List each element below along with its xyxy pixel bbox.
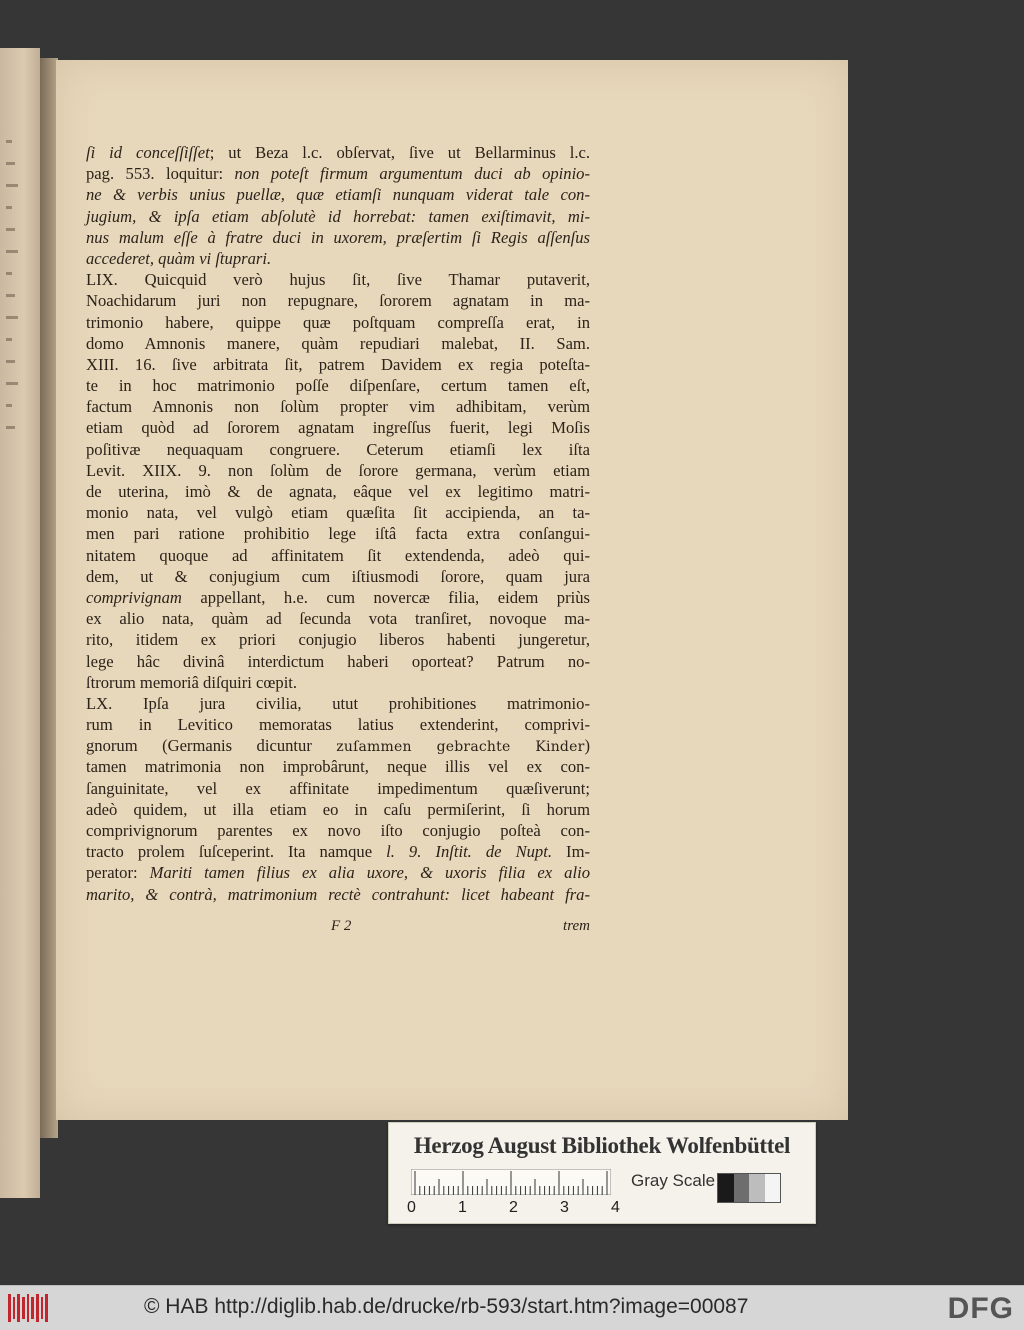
text-line bbox=[86, 756, 590, 777]
text-line bbox=[86, 735, 590, 756]
text-line bbox=[86, 502, 590, 523]
italic-run: ſi id conceſſiſſet bbox=[86, 143, 210, 162]
text-line bbox=[86, 545, 590, 566]
hab-logo-bar bbox=[27, 1294, 30, 1322]
text-line bbox=[86, 290, 590, 311]
gray-swatch-cell bbox=[765, 1174, 781, 1202]
text-line bbox=[86, 354, 590, 375]
text-run: ; ut Beza l.c. obſervat, ſive ut Bellarminus l.c. bbox=[209, 143, 590, 162]
hab-logo-bar bbox=[41, 1297, 44, 1319]
text-run: tamen matrimonia non improbârunt, neque illis vel ex con- bbox=[86, 757, 590, 777]
text-line bbox=[86, 714, 590, 735]
text-run: domo Amnonis manere, quàm repudiari malebat, II. Sam. bbox=[86, 333, 590, 353]
book-page bbox=[56, 60, 848, 1120]
text-run: factum Amnonis non ſolùm propter vim adhibitam, verùm bbox=[86, 397, 590, 417]
ruler-numbers bbox=[407, 1199, 627, 1219]
text-line bbox=[86, 523, 590, 544]
italic-run: nus malum eſſe à fratre duci in uxorem, præſertim ſi Regis aſſenſus bbox=[86, 227, 590, 247]
text-line bbox=[86, 841, 590, 862]
text-line bbox=[86, 778, 590, 799]
text-line bbox=[86, 206, 590, 227]
text-run: nitatem quoque ad affinitatem ſit extendenda, adeò qui- bbox=[86, 545, 590, 565]
edge-print-mark bbox=[6, 338, 12, 341]
text-run: LX. Ipſa jura civilia, utut prohibitiones matrimonio- bbox=[86, 693, 590, 713]
text-run: monio nata, vel vulgò etiam quæſita ſit accipienda, an ta- bbox=[86, 503, 590, 523]
ruler-scale bbox=[411, 1169, 611, 1195]
card-title: Herzog August Bibliothek Wolfenbüttel bbox=[413, 1133, 791, 1158]
italic-run: comprivignam bbox=[86, 587, 182, 607]
text-line bbox=[86, 799, 590, 820]
text-line bbox=[86, 269, 590, 290]
text-line bbox=[86, 566, 590, 587]
hab-logo-icon bbox=[8, 1294, 48, 1322]
signature-mark: F 2 bbox=[331, 918, 352, 934]
text-line bbox=[86, 672, 590, 693]
text-run: Levit. XIIX. 9. non ſolùm de ſorore germana, verùm etiam bbox=[86, 460, 590, 480]
text-run: comprivignorum parentes ex novo iſto conjugio poſteà con- bbox=[86, 821, 590, 840]
edge-print-mark bbox=[6, 316, 18, 319]
text-run: trimonio habere, quippe quæ poſtquam compreſſa erat, in bbox=[86, 312, 590, 332]
text-line bbox=[86, 227, 590, 248]
text-run: Im- bbox=[552, 842, 591, 862]
hab-logo-bar bbox=[17, 1294, 20, 1322]
hab-logo-bar bbox=[31, 1297, 34, 1319]
grayscale-label: Gray Scale bbox=[631, 1171, 716, 1190]
gray-swatch-cell bbox=[749, 1174, 765, 1202]
edge-print-mark bbox=[6, 426, 15, 429]
text-run: dem, ut & conjugium cum iſtiusmodi ſorore, quam jura bbox=[86, 566, 590, 586]
edge-print-mark bbox=[6, 162, 15, 165]
italic-run: jugium, & ipſa etiam abſolutè id horrebat: tamen exiſtimavit, mi- bbox=[86, 206, 590, 226]
text-run: ſanguinitate, vel ex affinitate impedimentum quæſiverunt; bbox=[86, 778, 590, 798]
text-line bbox=[86, 481, 590, 502]
page-footer-row bbox=[86, 918, 590, 940]
blackletter-run: zuſammen gebrachte Kinder bbox=[336, 739, 585, 756]
text-line bbox=[86, 142, 590, 163]
text-line bbox=[86, 312, 590, 333]
text-line bbox=[86, 248, 590, 269]
text-run: LIX. Quicquid verò hujus ſit, ſive Thamar putaverit, bbox=[86, 270, 590, 290]
text-run: ſtrorum memoriâ diſquiri cœpit. bbox=[86, 672, 298, 692]
text-run: XIII. 16. ſive arbitrata ſit, patrem Davidem ex regia poteſta- bbox=[86, 354, 590, 374]
ruler-number: 4 bbox=[611, 1199, 620, 1216]
ruler-number: 2 bbox=[509, 1199, 518, 1216]
text-line bbox=[86, 333, 590, 354]
edge-print-mark bbox=[6, 294, 15, 297]
text-line bbox=[86, 608, 590, 629]
italic-run: ne & verbis unius puellæ, quæ etiamſi nunquam viderat tale con- bbox=[86, 185, 590, 205]
grayscale-swatch bbox=[717, 1173, 781, 1203]
text-run: Noachidarum juri non repugnare, ſororem agnatam in ma- bbox=[86, 291, 590, 311]
ruler-number: 1 bbox=[458, 1199, 467, 1216]
text-line bbox=[86, 375, 590, 396]
hab-logo-bar bbox=[13, 1297, 16, 1319]
italic-run: Mariti tamen filius ex alia uxore, & uxoris filia ex alio bbox=[149, 863, 590, 883]
text-run: ex alio nata, quàm ad ſecunda vota tranſiret, novoque ma- bbox=[86, 609, 590, 629]
dfg-logo: DFG bbox=[947, 1292, 1014, 1325]
edge-print-mark bbox=[6, 228, 15, 231]
italic-run: marito, & contrà, matrimonium rectè contrahunt: licet habeant fra- bbox=[86, 884, 590, 904]
text-run: de uterina, imò & de agnata, eâque vel ex legitimo matri- bbox=[86, 482, 590, 501]
edge-print-mark bbox=[6, 250, 18, 253]
text-line bbox=[86, 184, 590, 205]
text-run: te in hoc matrimonio poſſe diſpenſare, certum tamen eſt, bbox=[86, 376, 590, 396]
text-line bbox=[86, 460, 590, 481]
catchword: trem bbox=[563, 918, 590, 934]
text-line bbox=[86, 629, 590, 650]
text-run: perator: bbox=[86, 863, 150, 883]
edge-print-mark bbox=[6, 272, 12, 275]
edge-print-mark bbox=[6, 360, 15, 363]
left-page-edge bbox=[0, 48, 40, 1198]
hab-logo-bar bbox=[45, 1294, 48, 1322]
edge-print-mark bbox=[6, 184, 18, 187]
edge-print-mark bbox=[6, 206, 12, 209]
text-line bbox=[86, 396, 590, 417]
text-run: tracto prolem ſuſceperint. Ita namque bbox=[86, 842, 387, 862]
gray-swatch-cell bbox=[734, 1174, 750, 1202]
edge-print-mark bbox=[6, 382, 18, 385]
page-text-block bbox=[86, 142, 590, 905]
text-run: rum in Levitico memoratas latius extenderint, comprivi- bbox=[86, 715, 590, 735]
text-line bbox=[86, 820, 590, 841]
text-run: etiam quòd ad ſororem agnatam ingreſſus fuerit, legi Moſis bbox=[86, 418, 590, 438]
text-line bbox=[86, 163, 590, 184]
ruler-number: 0 bbox=[407, 1199, 416, 1216]
text-run: rito, itidem ex priori conjugio liberos habenti jungeretur, bbox=[86, 630, 590, 650]
hab-logo-bar bbox=[22, 1297, 25, 1319]
text-run: pag. 553. loquitur: bbox=[86, 164, 235, 184]
ruler-number: 3 bbox=[560, 1199, 569, 1216]
edge-print-mark bbox=[6, 140, 12, 143]
text-line bbox=[86, 884, 590, 905]
hab-logo-bar bbox=[8, 1294, 11, 1322]
bottom-info-bar bbox=[0, 1285, 1024, 1330]
text-run: gnorum (Germanis dicuntur bbox=[86, 736, 337, 756]
italic-run: l. 9. Inſtit. de Nupt. bbox=[386, 842, 552, 862]
edge-print-mark bbox=[6, 404, 12, 407]
copyright-url-text[interactable]: © HAB http://diglib.hab.de/drucke/rb-593/start.htm?image=00087 bbox=[144, 1295, 749, 1318]
text-run: men pari ratione prohibitio lege iſtâ facta extra conſangui- bbox=[86, 524, 590, 544]
text-line bbox=[86, 587, 590, 608]
text-line bbox=[86, 693, 590, 714]
text-line bbox=[86, 862, 590, 883]
text-run: appellant, h.e. cum novercæ filia, eidem priùs bbox=[181, 587, 590, 607]
italic-run: non poteſt firmum argumentum duci ab opinio- bbox=[234, 164, 590, 184]
color-reference-card bbox=[388, 1122, 816, 1224]
gray-swatch-cell bbox=[718, 1174, 734, 1202]
text-line bbox=[86, 651, 590, 672]
text-run: adeò quidem, ut illa etiam eo in caſu permiſerint, ſi horum bbox=[86, 799, 590, 819]
hab-logo-bar bbox=[36, 1294, 39, 1322]
text-run: ) bbox=[584, 736, 590, 756]
text-run: poſitivæ nequaquam congruere. Ceterum etiamſi lex iſta bbox=[86, 439, 590, 459]
text-run: lege hâc divinâ interdictum haberi oporteat? Patrum no- bbox=[86, 651, 590, 671]
text-line bbox=[86, 439, 590, 460]
text-line bbox=[86, 417, 590, 438]
italic-run: accederet, quàm vi ſtuprari. bbox=[86, 248, 272, 268]
